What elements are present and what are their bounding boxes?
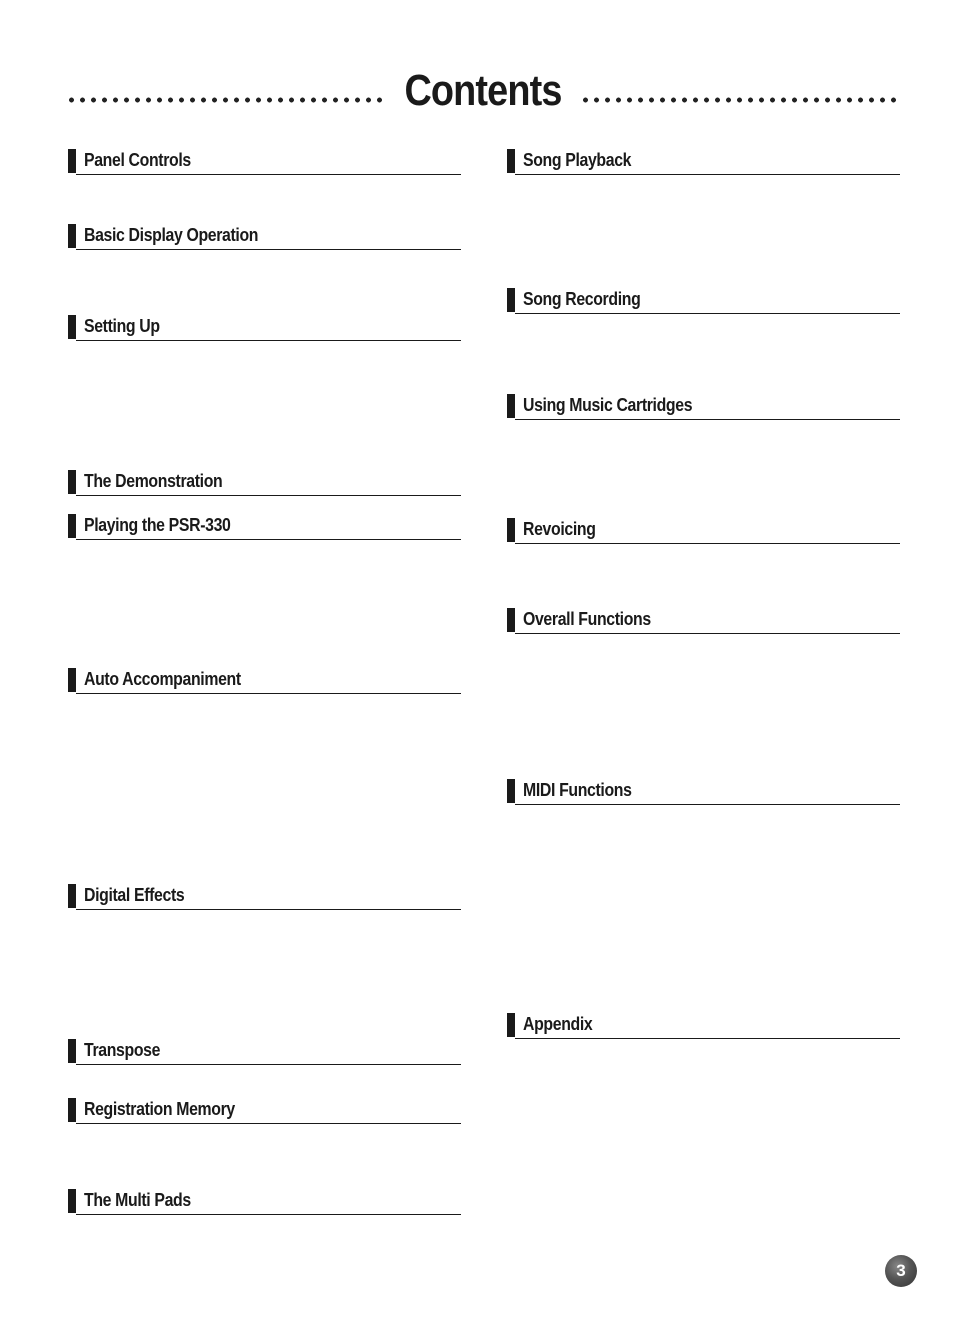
page-number-badge: 3 [885,1255,917,1287]
section-label: Appendix [523,1014,593,1034]
section-rule [76,539,461,541]
section-marker [68,884,76,908]
section-label: Song Playback [523,150,632,170]
page-title: Contents [404,66,562,115]
section-marker [68,315,76,339]
section-rule [76,249,461,251]
section-using-music-cartridges[interactable] [507,394,900,420]
section-overall-functions[interactable] [507,608,900,634]
section-label: Revoicing [523,519,596,539]
section-setting-up[interactable] [68,315,461,341]
section-marker [507,149,515,173]
section-rule [515,1038,900,1040]
section-label: Using Music Cartridges [523,395,693,415]
section-label: Registration Memory [84,1099,235,1119]
section-the-demonstration[interactable] [68,470,461,496]
section-marker [68,1098,76,1122]
section-rule [76,1214,461,1216]
section-marker [68,668,76,692]
section-rule [515,633,900,635]
section-rule [76,174,461,176]
section-marker [507,779,515,803]
section-registration-memory[interactable] [68,1098,461,1124]
section-label: Transpose [84,1040,161,1060]
section-marker [507,288,515,312]
section-song-playback[interactable] [507,149,900,175]
section-rule [515,174,900,176]
section-the-multi-pads[interactable] [68,1189,461,1215]
section-transpose[interactable] [68,1039,461,1065]
section-midi-functions[interactable] [507,779,900,805]
section-label: Auto Accompaniment [84,669,241,689]
section-label: Overall Functions [523,609,651,629]
section-rule [76,909,461,911]
section-label: The Demonstration [84,471,223,491]
section-marker [68,470,76,494]
section-marker [68,224,76,248]
section-label: Panel Controls [84,150,191,170]
section-rule [76,340,461,342]
section-label: The Multi Pads [84,1190,191,1210]
section-rule [515,804,900,806]
section-appendix[interactable] [507,1013,900,1039]
section-label: Song Recording [523,289,641,309]
title-dots-left [66,97,386,103]
section-label: Setting Up [84,316,160,336]
section-playing-the-psr-330[interactable] [68,514,461,540]
section-rule [515,313,900,315]
section-label: Playing the PSR-330 [84,515,231,535]
section-marker [507,608,515,632]
section-marker [507,518,515,542]
section-revoicing[interactable] [507,518,900,544]
section-marker [68,514,76,538]
section-rule [76,495,461,497]
section-label: Digital Effects [84,885,185,905]
section-marker [68,1189,76,1213]
section-label: Basic Display Operation [84,225,259,245]
section-auto-accompaniment[interactable] [68,668,461,694]
section-rule [76,1064,461,1066]
section-marker [507,1013,515,1037]
section-rule [76,1123,461,1125]
section-marker [507,394,515,418]
section-label: MIDI Functions [523,780,632,800]
section-basic-display-operation[interactable] [68,224,461,250]
section-digital-effects[interactable] [68,884,461,910]
section-panel-controls[interactable] [68,149,461,175]
section-marker [68,1039,76,1063]
section-rule [515,419,900,421]
section-rule [76,693,461,695]
section-rule [515,543,900,545]
section-song-recording[interactable] [507,288,900,314]
title-dots-right [580,97,902,103]
section-marker [68,149,76,173]
